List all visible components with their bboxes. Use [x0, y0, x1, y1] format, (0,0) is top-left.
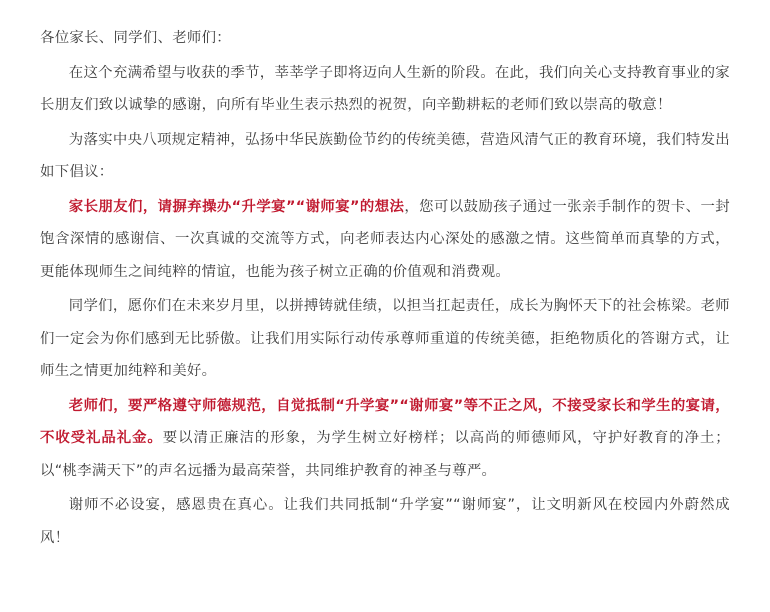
highlight-text-teachers: 老师们，要严格遵守师德规范，自觉抵制“升学宴”“谢师宴”等不正之风，不接受家长和学生的宴请，不收受礼品礼金。 — [40, 397, 730, 446]
highlight-text-parents: 家长朋友们，请摒弃操办“升学宴”“谢师宴”的想法 — [68, 198, 405, 215]
article-body — [40, 22, 730, 556]
paragraph-students — [40, 290, 730, 388]
paragraph-text: 在这个充满希望与收获的季节，莘莘学子即将迈向人生新的阶段。在此，我们向关心支持教育事业的家长朋友们致以诚挚的感谢，向所有毕业生表示热烈的祝贺，向辛勤耕耘的老师们致以崇高的敬意！ — [40, 64, 730, 113]
paragraph-text: 谢师不必设宴，感恩贵在真心。让我们共同抵制“升学宴”“谢师宴”，让文明新风在校园内外蔚然成风！ — [40, 497, 730, 546]
paragraph-initiative-intro — [40, 124, 730, 189]
paragraph-teachers — [40, 390, 730, 488]
paragraph-text: 为落实中央八项规定精神，弘扬中华民族勤俭节约的传统美德，营造风清气正的教育环境，我们特发出如下倡议： — [40, 131, 730, 180]
paragraph-text: ，您可以鼓励孩子通过一张亲手制作的贺卡、一封饱含深情的感谢信、一次真诚的交流等方式，向老师表达内心深处的感激之情。这些简单而真挚的方式，更能体现师生之间纯粹的情谊，也能为孩子树立正确的价值观和消费观。 — [40, 198, 730, 280]
paragraph-closing — [40, 489, 730, 554]
paragraph-text: 要以清正廉洁的形象，为学生树立好榜样；以高尚的师德师风，守护好教育的净土；以“桃李满天下”的声名远播为最高荣誉，共同维护教育的神圣与尊严。 — [40, 430, 730, 479]
paragraph-parents — [40, 191, 730, 289]
paragraph-greeting — [40, 57, 730, 122]
salutation: 各位家长、同学们、老师们： — [40, 30, 231, 46]
paragraph-text: 同学们，愿你们在未来岁月里，以拼搏铸就佳绩，以担当扛起责任，成长为胸怀天下的社会栋梁。老师们一定会为你们感到无比骄傲。让我们用实际行动传承尊师重道的传统美德，拒绝物质化的答谢方式，让师生之情更加纯粹和美好。 — [40, 298, 730, 379]
